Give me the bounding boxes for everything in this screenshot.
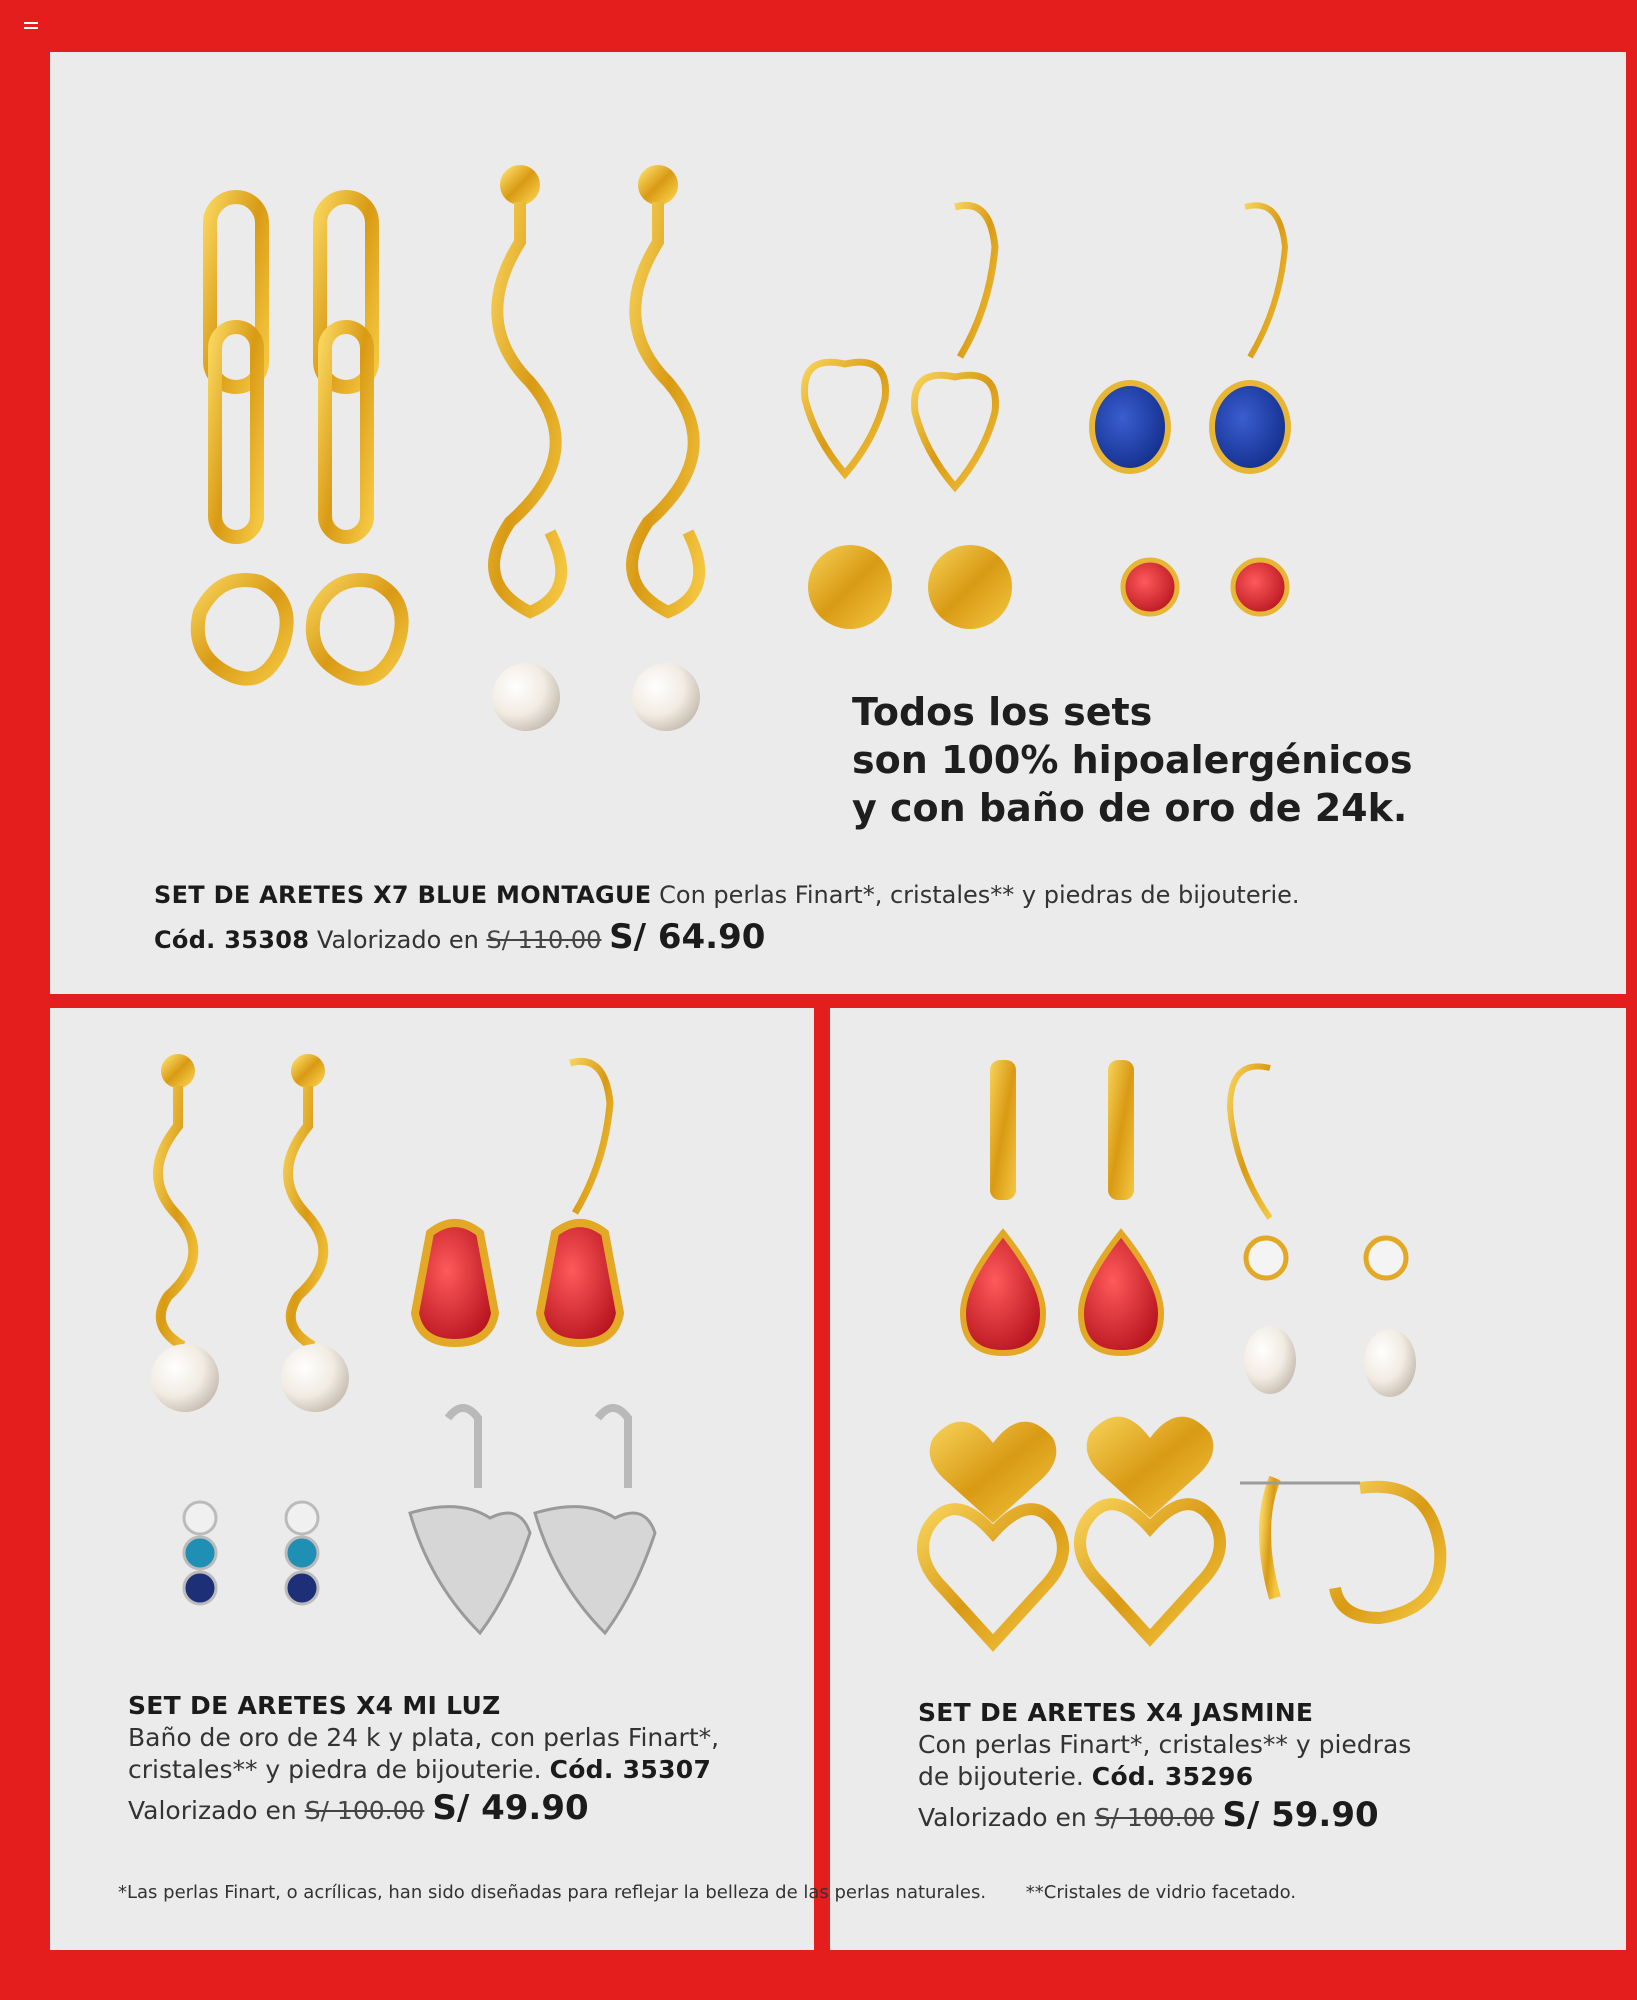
product-description-line-1: Baño de oro de 24 k y plata, con perlas Finart*,	[128, 1723, 720, 1752]
old-price: S/ 110.00	[486, 926, 602, 954]
product-description: Con perlas Finart*, cristales** y piedras de bijouterie.	[659, 881, 1300, 909]
banner-line-3: y con baño de oro de 24k.	[852, 786, 1408, 830]
valued-label: Valorizado en	[128, 1796, 297, 1825]
footnote-pearls: *Las perlas Finart, o acrílicas, han sido diseñadas para reflejar la belleza de las perlas naturales.	[118, 1882, 987, 1903]
product-description-line-1: Con perlas Finart*, cristales** y piedras	[918, 1730, 1412, 1759]
product-code: Cód. 35296	[1091, 1762, 1254, 1791]
banner-line-2: son 100% hipoalergénicos	[852, 738, 1413, 782]
sale-price: S/ 49.90	[432, 1788, 589, 1828]
product-panel-blue-montague	[50, 52, 1626, 994]
old-price: S/ 100.00	[304, 1796, 425, 1825]
product-code: Cód. 35308	[154, 926, 310, 954]
product-description-line-2: de bijouterie.	[918, 1762, 1084, 1791]
valued-label: Valorizado en	[918, 1803, 1087, 1832]
product-title: SET DE ARETES X4 JASMINE	[918, 1698, 1314, 1727]
product-info-blue-montague	[154, 874, 1300, 961]
valued-label: Valorizado en	[316, 926, 479, 954]
product-title: SET DE ARETES X7 BLUE MONTAGUE	[154, 881, 652, 909]
product-title: SET DE ARETES X4 MI LUZ	[128, 1691, 501, 1720]
product-code: Cód. 35307	[549, 1755, 712, 1784]
sale-price: S/ 59.90	[1222, 1795, 1379, 1835]
hamburger-icon[interactable]	[24, 22, 38, 34]
footnote-crystals: **Cristales de vidrio facetado.	[1025, 1882, 1297, 1903]
footnotes	[118, 1882, 1296, 1903]
sale-price: S/ 64.90	[609, 917, 766, 957]
product-description-line-2: cristales** y piedra de bijouterie.	[128, 1755, 542, 1784]
hypoallergenic-banner	[852, 688, 1413, 832]
earrings-image-blue-montague	[50, 52, 1626, 994]
old-price: S/ 100.00	[1094, 1803, 1215, 1832]
banner-line-1: Todos los sets	[852, 690, 1153, 734]
product-info-jasmine	[918, 1697, 1558, 1834]
product-info-mi-luz	[128, 1690, 768, 1827]
